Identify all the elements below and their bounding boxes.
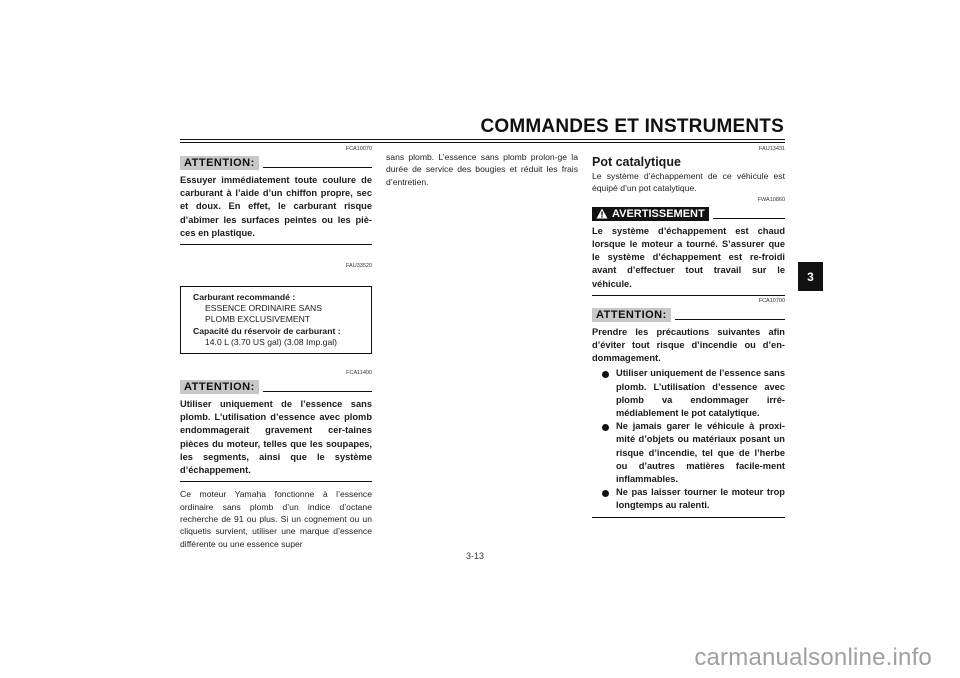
attention-badge: ATTENTION:: [180, 156, 259, 170]
list-item: Utiliser uniquement de l’essence sans plomb. L’utilisation d’essence avec plomb va endommager irré-médiablement le pot catalytique.: [592, 367, 785, 420]
column-1: [180, 146, 372, 550]
attention-header: [180, 380, 372, 394]
column-3: [592, 146, 785, 518]
attention-end-rule: [592, 517, 785, 518]
warning-badge: [592, 207, 709, 221]
section-intro: Le système d’échappement de ce véhicule est équipé d’un pot catalytique.: [592, 171, 785, 194]
precaution-list: [592, 367, 785, 512]
list-item: Ne pas laisser tourner le moteur trop longtemps au ralenti.: [592, 486, 785, 512]
attention-rule: [263, 391, 372, 392]
section-title: Pot catalytique: [592, 155, 681, 169]
page-title: COMMANDES ET INSTRUMENTS: [480, 116, 784, 137]
ref-code: FAU33520: [346, 263, 372, 270]
attention-header: [592, 308, 785, 322]
ref-code: FCA11400: [346, 370, 372, 377]
attention-rule: [263, 167, 372, 168]
bullet-icon: [602, 490, 609, 497]
warning-rule: [713, 218, 785, 219]
ref-code: FCA10700: [758, 297, 785, 304]
ref-code: FCA10070: [345, 146, 372, 152]
chapter-tab[interactable]: 3: [798, 262, 823, 291]
ref-code: FWA10860: [757, 196, 785, 203]
header-rule-top: [180, 139, 785, 140]
warning-header: [592, 207, 785, 221]
warning-text: Le système d’échappement est chaud lorsque le moteur a tourné. S’assurer que le système d’échappement est re-froidi avant d’effectuer tout travail sur le véhicule.: [592, 225, 785, 289]
spec-value-fuel-2: PLOMB EXCLUSIVEMENT: [205, 314, 311, 325]
body-paragraph: sans plomb. L’essence sans plomb prolon-ge la durée de service des bougies et réduit les frais d’entretien.: [386, 152, 578, 187]
watermark[interactable]: carmanualsonline.info: [694, 644, 932, 671]
spec-value-capacity: 14.0 L (3.70 US gal) (3.08 Imp.gal): [205, 336, 337, 347]
list-item: Ne jamais garer le véhicule à proxi-mité d’objets ou matériaux posant un risque d’incendie, tel que de l’herbe ou d’autres matières facile-ment inflammables.: [592, 420, 785, 486]
attention-intro: Prendre les précautions suivantes afin d’éviter tout risque d’incendie ou d’en-dommagement.: [592, 326, 785, 364]
attention-badge: ATTENTION:: [592, 308, 671, 322]
bullet-icon: [602, 424, 609, 431]
page-number: 3-13: [466, 551, 485, 561]
attention-header: [180, 156, 372, 170]
attention-end-rule: [180, 244, 372, 245]
bullet-icon: [602, 371, 609, 378]
attention-rule: [675, 319, 785, 320]
spec-label-fuel: Carburant recommandé :: [193, 292, 296, 303]
column-2: [386, 151, 578, 188]
warning-end-rule: [592, 295, 785, 296]
spec-label-capacity: Capacité du réservoir de carburant :: [193, 325, 341, 336]
ref-code: FAU13431: [759, 146, 785, 152]
fuel-spec-box: [180, 286, 372, 354]
attention-badge: ATTENTION:: [180, 380, 259, 394]
spec-value-fuel-1: ESSENCE ORDINAIRE SANS: [205, 303, 322, 314]
attention-text: Utiliser uniquement de l’essence sans plomb. L’utilisation d’essence avec plomb endommagerait gravement cer-taines pièces du moteur, telles que les soupapes, les segments, ainsi que le système d’échappement.: [180, 399, 372, 476]
body-paragraph: Ce moteur Yamaha fonctionne à l’essence ordinaire sans plomb d’un indice d’octane recherche de 91 ou plus. Si un cognement ou un cliquetis survient, utiliser une marque d’essence différente ou une essence super: [180, 489, 372, 549]
attention-end-rule: [180, 481, 372, 482]
attention-text: Essuyer immédiatement toute coulure de carburant à l’aide d’un chiffon propre, sec et doux. En effet, le carburant risque d’abîmer les surfaces peintes ou les piè-ces en plastique.: [180, 175, 372, 238]
warning-label: AVERTISSEMENT: [612, 207, 705, 220]
header-rule-bottom: [180, 142, 785, 143]
warning-triangle-icon: [596, 208, 608, 219]
